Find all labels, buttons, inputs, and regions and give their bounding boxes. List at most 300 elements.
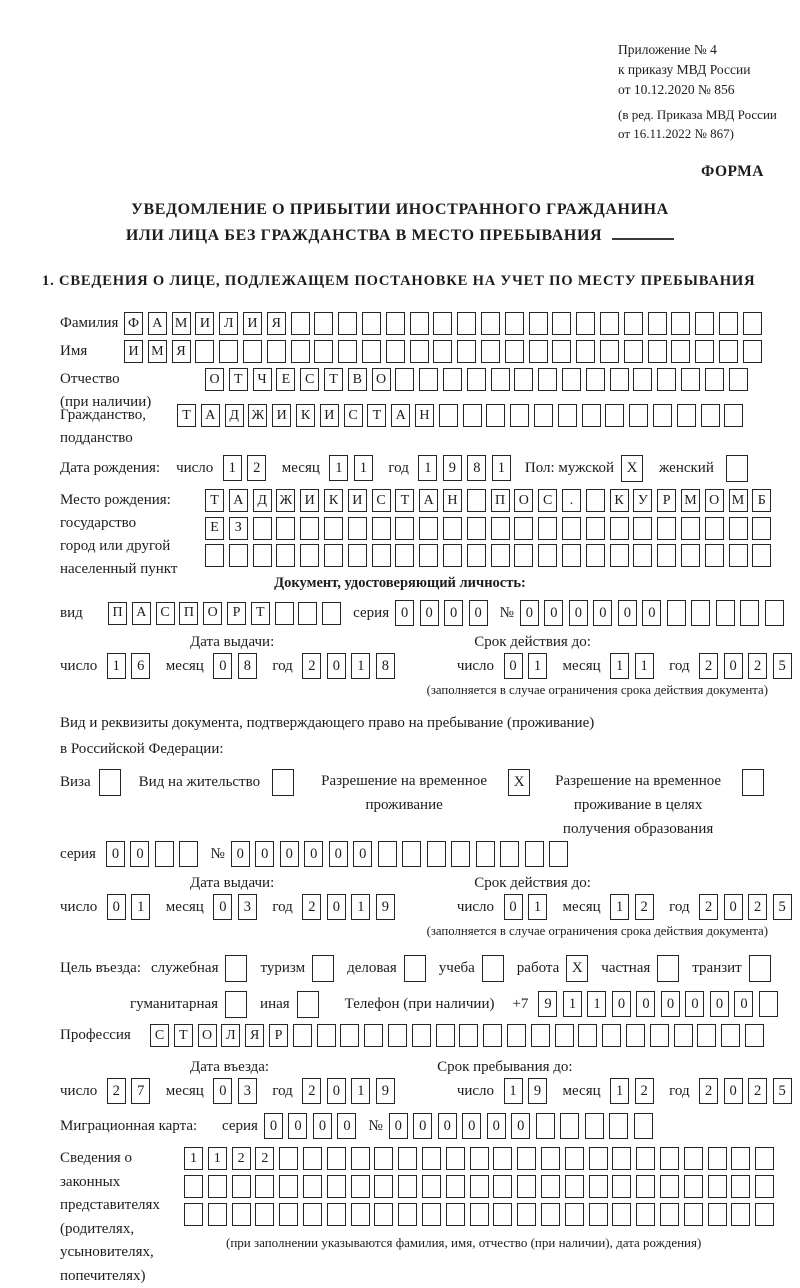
char-box[interactable] (517, 1203, 536, 1226)
char-box[interactable] (481, 312, 500, 335)
char-box[interactable] (729, 368, 748, 391)
char-box[interactable] (755, 1203, 774, 1226)
char-box[interactable]: 0 (734, 991, 753, 1017)
char-box[interactable] (351, 1175, 370, 1198)
char-box[interactable] (600, 340, 619, 363)
year-digit-box[interactable]: 9 (376, 1078, 395, 1104)
char-box[interactable] (327, 1203, 346, 1226)
char-box[interactable] (410, 312, 429, 335)
char-box[interactable] (610, 368, 629, 391)
char-box[interactable]: 0 (593, 600, 612, 626)
char-box[interactable] (491, 368, 510, 391)
char-box[interactable] (338, 340, 357, 363)
char-box[interactable] (565, 1147, 584, 1170)
year-digit-box[interactable]: 9 (376, 894, 395, 920)
char-box[interactable] (446, 1203, 465, 1226)
option-checkbox[interactable] (404, 955, 426, 982)
char-box[interactable] (279, 1175, 298, 1198)
char-box[interactable] (660, 1175, 679, 1198)
char-box[interactable] (467, 489, 486, 512)
char-box[interactable] (481, 340, 500, 363)
char-box[interactable] (395, 544, 414, 567)
char-box[interactable] (427, 841, 446, 867)
char-box[interactable] (648, 340, 667, 363)
char-box[interactable] (362, 340, 381, 363)
char-box[interactable] (433, 312, 452, 335)
char-box[interactable] (529, 312, 548, 335)
char-box[interactable]: 0 (661, 991, 680, 1017)
char-box[interactable] (276, 544, 295, 567)
char-box[interactable] (562, 517, 581, 540)
visa-checkbox[interactable] (99, 769, 121, 796)
char-box[interactable] (470, 1203, 489, 1226)
option-checkbox[interactable] (225, 991, 247, 1018)
char-box[interactable] (667, 600, 686, 626)
char-box[interactable] (255, 1175, 274, 1198)
char-box[interactable]: 1 (587, 991, 606, 1017)
char-box[interactable] (612, 1203, 631, 1226)
char-box[interactable] (560, 1113, 579, 1139)
year-digit-box[interactable]: 5 (773, 894, 792, 920)
day-digit-box[interactable]: 7 (131, 1078, 150, 1104)
char-box[interactable] (179, 841, 198, 867)
char-box[interactable] (500, 841, 519, 867)
char-box[interactable] (491, 544, 510, 567)
char-box[interactable] (486, 404, 505, 427)
char-box[interactable] (684, 1203, 703, 1226)
year-digit-box[interactable]: 8 (467, 455, 486, 481)
char-box[interactable]: 0 (353, 841, 372, 867)
char-box[interactable] (398, 1147, 417, 1170)
year-digit-box[interactable]: 1 (351, 1078, 370, 1104)
char-box[interactable]: 0 (511, 1113, 530, 1139)
char-box[interactable] (565, 1175, 584, 1198)
char-box[interactable]: 0 (288, 1113, 307, 1139)
char-box[interactable] (708, 1203, 727, 1226)
char-box[interactable] (348, 517, 367, 540)
char-box[interactable] (279, 1203, 298, 1226)
char-box[interactable] (671, 312, 690, 335)
char-box[interactable]: П (491, 489, 510, 512)
char-box[interactable] (660, 1147, 679, 1170)
char-box[interactable]: 0 (264, 1113, 283, 1139)
char-box[interactable] (576, 340, 595, 363)
char-box[interactable] (324, 544, 343, 567)
char-box[interactable] (275, 602, 294, 625)
year-digit-box[interactable]: 2 (699, 894, 718, 920)
option-checkbox[interactable] (225, 955, 247, 982)
char-box[interactable]: С (156, 602, 175, 625)
char-box[interactable]: 0 (106, 841, 125, 867)
char-box[interactable] (695, 340, 714, 363)
char-box[interactable] (348, 544, 367, 567)
char-box[interactable] (219, 340, 238, 363)
char-box[interactable] (633, 544, 652, 567)
char-box[interactable] (534, 404, 553, 427)
char-box[interactable]: Ч (253, 368, 272, 391)
char-box[interactable] (612, 1175, 631, 1198)
char-box[interactable] (467, 544, 486, 567)
char-box[interactable]: Р (657, 489, 676, 512)
char-box[interactable]: 0 (329, 841, 348, 867)
char-box[interactable] (634, 1113, 653, 1139)
char-box[interactable] (493, 1175, 512, 1198)
residence-permit-checkbox[interactable] (272, 769, 294, 796)
char-box[interactable]: А (391, 404, 410, 427)
char-box[interactable] (467, 368, 486, 391)
char-box[interactable] (633, 517, 652, 540)
day-digit-box[interactable]: 1 (131, 894, 150, 920)
char-box[interactable]: 0 (462, 1113, 481, 1139)
char-box[interactable] (525, 841, 544, 867)
char-box[interactable] (555, 1024, 574, 1047)
char-box[interactable] (600, 312, 619, 335)
char-box[interactable] (624, 312, 643, 335)
day-digit-box[interactable]: 2 (247, 455, 266, 481)
char-box[interactable] (398, 1175, 417, 1198)
char-box[interactable] (422, 1147, 441, 1170)
char-box[interactable] (552, 340, 571, 363)
char-box[interactable]: 0 (420, 600, 439, 626)
char-box[interactable]: 0 (520, 600, 539, 626)
char-box[interactable] (677, 404, 696, 427)
month-digit-box[interactable]: 1 (610, 653, 629, 679)
temporary-residence-checkbox[interactable]: X (508, 769, 530, 796)
char-box[interactable]: А (229, 489, 248, 512)
year-digit-box[interactable]: 5 (773, 653, 792, 679)
char-box[interactable] (439, 404, 458, 427)
char-box[interactable] (374, 1203, 393, 1226)
char-box[interactable] (671, 340, 690, 363)
month-digit-box[interactable]: 1 (635, 653, 654, 679)
char-box[interactable] (195, 340, 214, 363)
char-box[interactable]: Я (267, 312, 286, 335)
char-box[interactable] (459, 1024, 478, 1047)
char-box[interactable] (565, 1203, 584, 1226)
month-digit-box[interactable]: 1 (354, 455, 373, 481)
char-box[interactable] (586, 489, 605, 512)
char-box[interactable] (576, 312, 595, 335)
char-box[interactable] (483, 1024, 502, 1047)
day-digit-box[interactable]: 1 (107, 653, 126, 679)
char-box[interactable] (684, 1147, 703, 1170)
char-box[interactable] (291, 312, 310, 335)
char-box[interactable]: Я (245, 1024, 264, 1047)
char-box[interactable]: Н (415, 404, 434, 427)
char-box[interactable] (586, 517, 605, 540)
char-box[interactable] (314, 340, 333, 363)
day-digit-box[interactable]: 0 (504, 653, 523, 679)
char-box[interactable] (293, 1024, 312, 1047)
month-digit-box[interactable]: 0 (213, 1078, 232, 1104)
char-box[interactable] (657, 368, 676, 391)
char-box[interactable] (374, 1147, 393, 1170)
char-box[interactable]: 0 (304, 841, 323, 867)
char-box[interactable] (476, 841, 495, 867)
month-digit-box[interactable]: 2 (635, 1078, 654, 1104)
char-box[interactable] (514, 368, 533, 391)
char-box[interactable]: 1 (184, 1147, 203, 1170)
char-box[interactable]: С (300, 368, 319, 391)
month-digit-box[interactable]: 3 (238, 1078, 257, 1104)
char-box[interactable]: И (195, 312, 214, 335)
char-box[interactable] (395, 368, 414, 391)
char-box[interactable]: 0 (642, 600, 661, 626)
char-box[interactable] (372, 517, 391, 540)
char-box[interactable] (657, 544, 676, 567)
year-digit-box[interactable]: 5 (773, 1078, 792, 1104)
char-box[interactable] (541, 1175, 560, 1198)
char-box[interactable] (752, 544, 771, 567)
char-box[interactable]: 0 (413, 1113, 432, 1139)
char-box[interactable]: Е (205, 517, 224, 540)
year-digit-box[interactable]: 2 (302, 894, 321, 920)
char-box[interactable]: М (148, 340, 167, 363)
char-box[interactable] (184, 1175, 203, 1198)
char-box[interactable] (695, 312, 714, 335)
char-box[interactable]: 0 (569, 600, 588, 626)
char-box[interactable] (317, 1024, 336, 1047)
char-box[interactable]: Я (172, 340, 191, 363)
char-box[interactable] (684, 1175, 703, 1198)
char-box[interactable] (386, 340, 405, 363)
char-box[interactable] (653, 404, 672, 427)
char-box[interactable]: Ж (276, 489, 295, 512)
option-checkbox[interactable] (657, 955, 679, 982)
char-box[interactable] (364, 1024, 383, 1047)
char-box[interactable] (610, 544, 629, 567)
month-digit-box[interactable]: 0 (213, 894, 232, 920)
char-box[interactable]: И (348, 489, 367, 512)
year-digit-box[interactable]: 1 (418, 455, 437, 481)
year-digit-box[interactable]: 2 (699, 653, 718, 679)
month-digit-box[interactable]: 2 (635, 894, 654, 920)
day-digit-box[interactable]: 1 (223, 455, 242, 481)
char-box[interactable] (582, 404, 601, 427)
char-box[interactable] (674, 1024, 693, 1047)
char-box[interactable] (419, 544, 438, 567)
char-box[interactable] (724, 404, 743, 427)
month-digit-box[interactable]: 0 (213, 653, 232, 679)
char-box[interactable]: О (514, 489, 533, 512)
char-box[interactable] (410, 340, 429, 363)
char-box[interactable] (303, 1175, 322, 1198)
year-digit-box[interactable]: 2 (748, 894, 767, 920)
char-box[interactable] (745, 1024, 764, 1047)
char-box[interactable] (470, 1175, 489, 1198)
char-box[interactable] (436, 1024, 455, 1047)
year-digit-box[interactable]: 0 (327, 894, 346, 920)
char-box[interactable] (514, 544, 533, 567)
char-box[interactable] (759, 991, 778, 1017)
char-box[interactable]: Т (251, 602, 270, 625)
char-box[interactable]: 0 (438, 1113, 457, 1139)
char-box[interactable]: С (372, 489, 391, 512)
char-box[interactable] (507, 1024, 526, 1047)
char-box[interactable]: В (348, 368, 367, 391)
char-box[interactable]: 2 (255, 1147, 274, 1170)
char-box[interactable]: А (419, 489, 438, 512)
char-box[interactable] (402, 841, 421, 867)
char-box[interactable] (586, 544, 605, 567)
char-box[interactable] (589, 1147, 608, 1170)
char-box[interactable] (681, 368, 700, 391)
day-digit-box[interactable]: 9 (528, 1078, 547, 1104)
char-box[interactable] (253, 544, 272, 567)
char-box[interactable]: Б (752, 489, 771, 512)
year-digit-box[interactable]: 2 (748, 653, 767, 679)
char-box[interactable] (491, 517, 510, 540)
char-box[interactable] (457, 340, 476, 363)
char-box[interactable]: Р (227, 602, 246, 625)
char-box[interactable]: П (179, 602, 198, 625)
char-box[interactable] (276, 517, 295, 540)
char-box[interactable] (279, 1147, 298, 1170)
char-box[interactable] (636, 1147, 655, 1170)
char-box[interactable] (697, 1024, 716, 1047)
char-box[interactable] (650, 1024, 669, 1047)
char-box[interactable] (765, 600, 784, 626)
year-digit-box[interactable]: 2 (302, 653, 321, 679)
char-box[interactable] (681, 517, 700, 540)
char-box[interactable]: С (150, 1024, 169, 1047)
char-box[interactable] (541, 1147, 560, 1170)
char-box[interactable] (691, 600, 710, 626)
char-box[interactable] (633, 368, 652, 391)
char-box[interactable]: А (132, 602, 151, 625)
year-digit-box[interactable]: 0 (724, 1078, 743, 1104)
year-digit-box[interactable]: 0 (724, 653, 743, 679)
char-box[interactable] (740, 600, 759, 626)
char-box[interactable]: О (205, 368, 224, 391)
char-box[interactable]: И (320, 404, 339, 427)
char-box[interactable] (517, 1147, 536, 1170)
char-box[interactable] (755, 1147, 774, 1170)
char-box[interactable] (719, 312, 738, 335)
char-box[interactable]: Т (229, 368, 248, 391)
char-box[interactable]: О (372, 368, 391, 391)
char-box[interactable] (514, 517, 533, 540)
char-box[interactable] (446, 1175, 465, 1198)
char-box[interactable] (721, 1024, 740, 1047)
char-box[interactable]: Д (225, 404, 244, 427)
char-box[interactable] (298, 602, 317, 625)
char-box[interactable]: К (324, 489, 343, 512)
char-box[interactable]: К (296, 404, 315, 427)
char-box[interactable]: С (344, 404, 363, 427)
char-box[interactable] (267, 340, 286, 363)
char-box[interactable] (463, 404, 482, 427)
option-checkbox[interactable]: X (566, 955, 588, 982)
day-digit-box[interactable]: 2 (107, 1078, 126, 1104)
char-box[interactable] (386, 312, 405, 335)
char-box[interactable] (340, 1024, 359, 1047)
month-digit-box[interactable]: 3 (238, 894, 257, 920)
char-box[interactable] (232, 1203, 251, 1226)
char-box[interactable]: П (108, 602, 127, 625)
char-box[interactable] (303, 1203, 322, 1226)
char-box[interactable]: М (172, 312, 191, 335)
char-box[interactable]: 0 (685, 991, 704, 1017)
char-box[interactable]: З (229, 517, 248, 540)
char-box[interactable] (586, 368, 605, 391)
option-checkbox[interactable] (482, 955, 504, 982)
char-box[interactable] (705, 544, 724, 567)
char-box[interactable] (729, 517, 748, 540)
char-box[interactable] (562, 544, 581, 567)
char-box[interactable] (232, 1175, 251, 1198)
char-box[interactable]: 0 (231, 841, 250, 867)
char-box[interactable] (705, 517, 724, 540)
sex-female-checkbox[interactable] (726, 455, 748, 482)
char-box[interactable] (538, 544, 557, 567)
char-box[interactable]: 2 (232, 1147, 251, 1170)
sex-male-checkbox[interactable]: X (621, 455, 643, 482)
char-box[interactable]: М (681, 489, 700, 512)
char-box[interactable] (660, 1203, 679, 1226)
char-box[interactable] (327, 1175, 346, 1198)
char-box[interactable] (493, 1147, 512, 1170)
option-checkbox[interactable] (297, 991, 319, 1018)
year-digit-box[interactable]: 2 (302, 1078, 321, 1104)
day-digit-box[interactable]: 1 (528, 894, 547, 920)
month-digit-box[interactable]: 8 (238, 653, 257, 679)
month-digit-box[interactable]: 1 (610, 1078, 629, 1104)
char-box[interactable]: 0 (280, 841, 299, 867)
char-box[interactable] (208, 1203, 227, 1226)
char-box[interactable] (419, 517, 438, 540)
char-box[interactable] (324, 517, 343, 540)
char-box[interactable]: 0 (710, 991, 729, 1017)
char-box[interactable]: У (633, 489, 652, 512)
char-box[interactable] (609, 1113, 628, 1139)
year-digit-box[interactable]: 0 (327, 1078, 346, 1104)
char-box[interactable] (602, 1024, 621, 1047)
char-box[interactable] (446, 1147, 465, 1170)
char-box[interactable] (612, 1147, 631, 1170)
char-box[interactable] (470, 1147, 489, 1170)
char-box[interactable] (648, 312, 667, 335)
char-box[interactable]: Ф (124, 312, 143, 335)
char-box[interactable]: Л (219, 312, 238, 335)
char-box[interactable]: Р (269, 1024, 288, 1047)
char-box[interactable]: 0 (469, 600, 488, 626)
char-box[interactable] (531, 1024, 550, 1047)
char-box[interactable] (338, 312, 357, 335)
char-box[interactable] (443, 544, 462, 567)
char-box[interactable]: О (705, 489, 724, 512)
char-box[interactable]: М (729, 489, 748, 512)
char-box[interactable]: И (124, 340, 143, 363)
char-box[interactable]: 0 (444, 600, 463, 626)
year-digit-box[interactable]: 0 (327, 653, 346, 679)
char-box[interactable]: К (610, 489, 629, 512)
char-box[interactable] (626, 1024, 645, 1047)
char-box[interactable] (395, 517, 414, 540)
char-box[interactable] (731, 1147, 750, 1170)
day-digit-box[interactable]: 0 (107, 894, 126, 920)
char-box[interactable] (451, 841, 470, 867)
char-box[interactable]: И (243, 312, 262, 335)
char-box[interactable] (372, 544, 391, 567)
char-box[interactable] (303, 1147, 322, 1170)
char-box[interactable]: 9 (538, 991, 557, 1017)
char-box[interactable] (300, 517, 319, 540)
char-box[interactable] (322, 602, 341, 625)
char-box[interactable] (585, 1113, 604, 1139)
char-box[interactable] (719, 340, 738, 363)
char-box[interactable] (388, 1024, 407, 1047)
